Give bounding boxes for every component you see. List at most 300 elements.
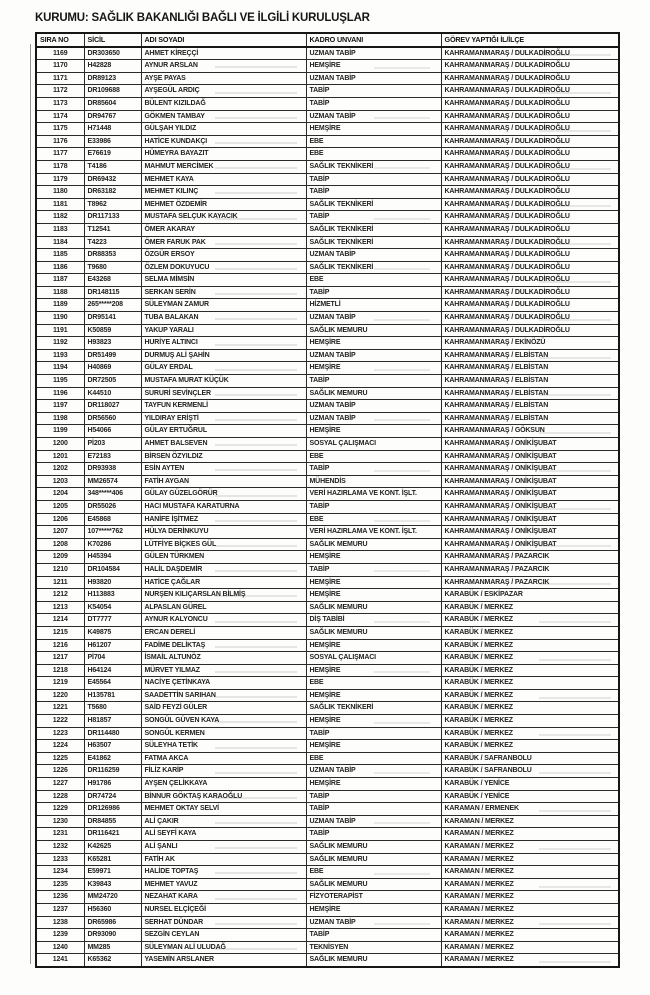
cell-adi-soyadi: YAKUP YARALI xyxy=(141,324,306,337)
cell-sicil: Pİ203 xyxy=(84,438,141,451)
cell-gorev-il-ilce: KAHRAMANMARAŞ / DULKADİROĞLU xyxy=(441,135,619,148)
table-row xyxy=(36,135,619,148)
cell-sicil: E45868 xyxy=(84,513,141,526)
cell-gorev-il-ilce: KAHRAMANMARAŞ / ELBİSTAN xyxy=(441,400,619,413)
cell-sicil: H113883 xyxy=(84,589,141,602)
cell-adi-soyadi: GÖKMEN TAMBAY xyxy=(141,110,306,123)
cell-gorev-il-ilce: KARAMAN / MERKEZ xyxy=(441,954,619,967)
cell-sira-no: 1209 xyxy=(36,551,84,564)
cell-adi-soyadi: SÜLEYHA TETİK xyxy=(141,740,306,753)
cell-gorev-il-ilce: KARABÜK / MERKEZ xyxy=(441,601,619,614)
table-row xyxy=(36,639,619,652)
cell-adi-soyadi: MUSTAFA SELÇUK KAYACIK xyxy=(141,211,306,224)
cell-kadro-unvani: TABİP xyxy=(306,97,441,110)
table-row xyxy=(36,853,619,866)
cell-kadro-unvani: HEMŞİRE xyxy=(306,589,441,602)
cell-adi-soyadi: AHMET KİREÇÇİ xyxy=(141,47,306,60)
cell-adi-soyadi: SERHAT DÜNDAR xyxy=(141,916,306,929)
cell-gorev-il-ilce: KARABÜK / MERKEZ xyxy=(441,626,619,639)
cell-gorev-il-ilce: KARAMAN / ERMENEK xyxy=(441,803,619,816)
cell-sicil: DR116259 xyxy=(84,765,141,778)
cell-sicil: DR63182 xyxy=(84,186,141,199)
cell-gorev-il-ilce: KAHRAMANMARAŞ / DULKADİROĞLU xyxy=(441,286,619,299)
cell-sicil: DR88353 xyxy=(84,249,141,262)
cell-sicil: DR94767 xyxy=(84,110,141,123)
table-row xyxy=(36,765,619,778)
cell-sira-no: 1221 xyxy=(36,702,84,715)
cell-kadro-unvani: HİZMETLİ xyxy=(306,299,441,312)
cell-sira-no: 1185 xyxy=(36,249,84,262)
cell-sicil: T4186 xyxy=(84,160,141,173)
cell-gorev-il-ilce: KARABÜK / YENİCE xyxy=(441,778,619,791)
table-row xyxy=(36,261,619,274)
cell-adi-soyadi: GÜLAY ERDAL xyxy=(141,362,306,375)
cell-sira-no: 1192 xyxy=(36,337,84,350)
cell-gorev-il-ilce: KARABÜK / MERKEZ xyxy=(441,715,619,728)
table-row xyxy=(36,815,619,828)
table-row xyxy=(36,186,619,199)
table-row xyxy=(36,866,619,879)
cell-kadro-unvani: UZMAN TABİP xyxy=(306,312,441,325)
cell-kadro-unvani: HEMŞİRE xyxy=(306,639,441,652)
cell-adi-soyadi: HALİL DAŞDEMİR xyxy=(141,563,306,576)
cell-kadro-unvani: EBE xyxy=(306,866,441,879)
cell-gorev-il-ilce: KAHRAMANMARAŞ / ELBİSTAN xyxy=(441,412,619,425)
table-row xyxy=(36,97,619,110)
table-row xyxy=(36,463,619,476)
cell-sira-no: 1181 xyxy=(36,198,84,211)
cell-kadro-unvani: HEMŞİRE xyxy=(306,778,441,791)
table-row xyxy=(36,664,619,677)
cell-kadro-unvani: TABİP xyxy=(306,790,441,803)
cell-adi-soyadi: GÜLEN TÜRKMEN xyxy=(141,551,306,564)
cell-adi-soyadi: MEHMET KILINÇ xyxy=(141,186,306,199)
cell-sira-no: 1241 xyxy=(36,954,84,967)
cell-gorev-il-ilce: KAHRAMANMARAŞ / DULKADİROĞLU xyxy=(441,324,619,337)
cell-kadro-unvani: SAĞLIK MEMURU xyxy=(306,538,441,551)
cell-kadro-unvani: SOSYAL ÇALIŞMACI xyxy=(306,438,441,451)
cell-gorev-il-ilce: KAHRAMANMARAŞ / DULKADİROĞLU xyxy=(441,160,619,173)
table-row xyxy=(36,551,619,564)
cell-sicil: E59971 xyxy=(84,866,141,879)
cell-kadro-unvani: TABİP xyxy=(306,463,441,476)
cell-sira-no: 1184 xyxy=(36,236,84,249)
cell-adi-soyadi: NACİYE ÇETİNKAYA xyxy=(141,677,306,690)
cell-gorev-il-ilce: KARAMAN / MERKEZ xyxy=(441,866,619,879)
cell-sicil: DR303650 xyxy=(84,47,141,60)
cell-sicil: DR69432 xyxy=(84,173,141,186)
cell-sicil: K54054 xyxy=(84,601,141,614)
cell-sira-no: 1218 xyxy=(36,664,84,677)
cell-sira-no: 1190 xyxy=(36,312,84,325)
table-row xyxy=(36,85,619,98)
table-row xyxy=(36,903,619,916)
cell-sira-no: 1204 xyxy=(36,488,84,501)
cell-kadro-unvani: UZMAN TABİP xyxy=(306,110,441,123)
cell-gorev-il-ilce: KAHRAMANMARAŞ / DULKADİROĞLU xyxy=(441,249,619,262)
cell-sira-no: 1171 xyxy=(36,72,84,85)
cell-adi-soyadi: TUBA BALAKAN xyxy=(141,312,306,325)
cell-sira-no: 1234 xyxy=(36,866,84,879)
cell-gorev-il-ilce: KARAMAN / MERKEZ xyxy=(441,891,619,904)
cell-sira-no: 1178 xyxy=(36,160,84,173)
cell-sira-no: 1186 xyxy=(36,261,84,274)
cell-kadro-unvani: UZMAN TABİP xyxy=(306,916,441,929)
table-body xyxy=(36,47,619,967)
cell-sicil: H93823 xyxy=(84,337,141,350)
cell-gorev-il-ilce: KARABÜK / SAFRANBOLU xyxy=(441,752,619,765)
cell-adi-soyadi: SAADETTİN SARIHAN xyxy=(141,689,306,702)
cell-sira-no: 1229 xyxy=(36,803,84,816)
cell-kadro-unvani: SAĞLIK TEKNİKERİ xyxy=(306,261,441,274)
table-row xyxy=(36,929,619,942)
cell-gorev-il-ilce: KAHRAMANMARAŞ / ONİKİŞUBAT xyxy=(441,488,619,501)
cell-sicil: DR95141 xyxy=(84,312,141,325)
cell-sira-no: 1187 xyxy=(36,274,84,287)
cell-kadro-unvani: TABİP xyxy=(306,828,441,841)
cell-kadro-unvani: SAĞLIK MEMURU xyxy=(306,841,441,854)
cell-gorev-il-ilce: KARABÜK / MERKEZ xyxy=(441,614,619,627)
cell-gorev-il-ilce: KAHRAMANMARAŞ / PAZARCIK xyxy=(441,551,619,564)
cell-kadro-unvani: HEMŞİRE xyxy=(306,903,441,916)
cell-sicil: DR85604 xyxy=(84,97,141,110)
table-row xyxy=(36,878,619,891)
cell-gorev-il-ilce: KARAMAN / MERKEZ xyxy=(441,878,619,891)
cell-gorev-il-ilce: KAHRAMANMARAŞ / DULKADİROĞLU xyxy=(441,274,619,287)
cell-kadro-unvani: EBE xyxy=(306,274,441,287)
cell-gorev-il-ilce: KARABÜK / MERKEZ xyxy=(441,689,619,702)
cell-gorev-il-ilce: KARAMAN / MERKEZ xyxy=(441,916,619,929)
cell-sira-no: 1176 xyxy=(36,135,84,148)
cell-gorev-il-ilce: KAHRAMANMARAŞ / DULKADİROĞLU xyxy=(441,123,619,136)
cell-gorev-il-ilce: KAHRAMANMARAŞ / DULKADİROĞLU xyxy=(441,148,619,161)
cell-sicil: H81857 xyxy=(84,715,141,728)
cell-sira-no: 1179 xyxy=(36,173,84,186)
cell-kadro-unvani: SAĞLIK MEMURU xyxy=(306,387,441,400)
cell-sira-no: 1230 xyxy=(36,815,84,828)
table-row xyxy=(36,375,619,388)
table-row xyxy=(36,72,619,85)
cell-sicil: MM285 xyxy=(84,941,141,954)
cell-adi-soyadi: NURŞEN KILIÇARSLAN BİLMİŞ xyxy=(141,589,306,602)
cell-sicil: K65362 xyxy=(84,954,141,967)
column-header-gorev-il-ilce: GÖREV YAPTIĞI İL/İLÇE xyxy=(441,33,619,47)
cell-adi-soyadi: GÜLAY GÜZELGÖRÜR xyxy=(141,488,306,501)
cell-kadro-unvani: TABİP xyxy=(306,286,441,299)
table-row xyxy=(36,198,619,211)
cell-kadro-unvani: HEMŞİRE xyxy=(306,425,441,438)
cell-sicil: DR51499 xyxy=(84,349,141,362)
cell-sicil: T12541 xyxy=(84,223,141,236)
cell-adi-soyadi: SELMA MİMSİN xyxy=(141,274,306,287)
cell-gorev-il-ilce: KAHRAMANMARAŞ / ONİKİŞUBAT xyxy=(441,500,619,513)
table-row xyxy=(36,337,619,350)
table-row xyxy=(36,614,619,627)
table-row xyxy=(36,790,619,803)
cell-kadro-unvani: SAĞLIK TEKNİKERİ xyxy=(306,198,441,211)
cell-gorev-il-ilce: KAHRAMANMARAŞ / DULKADİROĞLU xyxy=(441,312,619,325)
cell-kadro-unvani: SAĞLIK TEKNİKERİ xyxy=(306,702,441,715)
cell-sicil: H135781 xyxy=(84,689,141,702)
cell-sira-no: 1170 xyxy=(36,60,84,73)
cell-gorev-il-ilce: KAHRAMANMARAŞ / ONİKİŞUBAT xyxy=(441,438,619,451)
cell-adi-soyadi: DURMUŞ ALİ ŞAHİN xyxy=(141,349,306,362)
cell-gorev-il-ilce: KAHRAMANMARAŞ / ONİKİŞUBAT xyxy=(441,450,619,463)
cell-kadro-unvani: HEMŞİRE xyxy=(306,551,441,564)
cell-sicil: DR65986 xyxy=(84,916,141,929)
cell-kadro-unvani: EBE xyxy=(306,677,441,690)
cell-sira-no: 1200 xyxy=(36,438,84,451)
cell-sicil: DR126986 xyxy=(84,803,141,816)
cell-gorev-il-ilce: KAHRAMANMARAŞ / ELBİSTAN xyxy=(441,349,619,362)
cell-sicil: DR93938 xyxy=(84,463,141,476)
table-row xyxy=(36,438,619,451)
table-row xyxy=(36,60,619,73)
cell-gorev-il-ilce: KARAMAN / MERKEZ xyxy=(441,841,619,854)
cell-kadro-unvani: VERİ HAZIRLAMA VE KONT. İŞLT. xyxy=(306,526,441,539)
personnel-table xyxy=(35,32,620,968)
cell-adi-soyadi: GÜLŞAH YILDIZ xyxy=(141,123,306,136)
cell-gorev-il-ilce: KAHRAMANMARAŞ / DULKADİROĞLU xyxy=(441,236,619,249)
cell-gorev-il-ilce: KAHRAMANMARAŞ / EKİNÖZÜ xyxy=(441,337,619,350)
cell-adi-soyadi: ALİ SEYFİ KAYA xyxy=(141,828,306,841)
cell-sira-no: 1231 xyxy=(36,828,84,841)
cell-sira-no: 1228 xyxy=(36,790,84,803)
table-row xyxy=(36,249,619,262)
cell-sira-no: 1226 xyxy=(36,765,84,778)
cell-sicil: 348*****406 xyxy=(84,488,141,501)
cell-sicil: MM24720 xyxy=(84,891,141,904)
cell-sicil: T4223 xyxy=(84,236,141,249)
cell-sicil: DR72505 xyxy=(84,375,141,388)
cell-sicil: E41862 xyxy=(84,752,141,765)
cell-kadro-unvani: SAĞLIK TEKNİKERİ xyxy=(306,236,441,249)
cell-gorev-il-ilce: KARABÜK / MERKEZ xyxy=(441,727,619,740)
cell-adi-soyadi: ALPASLAN GÜREL xyxy=(141,601,306,614)
cell-adi-soyadi: TAYFUN KERMENLİ xyxy=(141,400,306,413)
cell-gorev-il-ilce: KAHRAMANMARAŞ / DULKADİROĞLU xyxy=(441,97,619,110)
cell-sicil: H54066 xyxy=(84,425,141,438)
table-row xyxy=(36,778,619,791)
cell-adi-soyadi: SEZGİN CEYLAN xyxy=(141,929,306,942)
cell-sira-no: 1175 xyxy=(36,123,84,136)
table-row xyxy=(36,576,619,589)
cell-sicil: E76619 xyxy=(84,148,141,161)
cell-sira-no: 1196 xyxy=(36,387,84,400)
cell-gorev-il-ilce: KAHRAMANMARAŞ / DULKADİROĞLU xyxy=(441,47,619,60)
cell-kadro-unvani: HEMŞİRE xyxy=(306,664,441,677)
table-row xyxy=(36,173,619,186)
cell-sira-no: 1211 xyxy=(36,576,84,589)
cell-adi-soyadi: MEHMET YAVUZ xyxy=(141,878,306,891)
cell-kadro-unvani: UZMAN TABİP xyxy=(306,765,441,778)
cell-kadro-unvani: HEMŞİRE xyxy=(306,60,441,73)
cell-adi-soyadi: BİNNUR GÖKTAŞ KARAOĞLU xyxy=(141,790,306,803)
cell-adi-soyadi: ÖMER AKARAY xyxy=(141,223,306,236)
cell-gorev-il-ilce: KAHRAMANMARAŞ / ONİKİŞUBAT xyxy=(441,463,619,476)
cell-adi-soyadi: AHMET BALSEVEN xyxy=(141,438,306,451)
cell-adi-soyadi: MEHMET KAYA xyxy=(141,173,306,186)
table-row xyxy=(36,740,619,753)
cell-sira-no: 1197 xyxy=(36,400,84,413)
cell-sira-no: 1193 xyxy=(36,349,84,362)
cell-adi-soyadi: ÖMER FARUK PAK xyxy=(141,236,306,249)
table-row xyxy=(36,324,619,337)
cell-sicil: K70286 xyxy=(84,538,141,551)
table-row xyxy=(36,828,619,841)
cell-gorev-il-ilce: KAHRAMANMARAŞ / DULKADİROĞLU xyxy=(441,261,619,274)
cell-adi-soyadi: HACI MUSTAFA KARATURNA xyxy=(141,500,306,513)
cell-gorev-il-ilce: KAHRAMANMARAŞ / DULKADİROĞLU xyxy=(441,223,619,236)
cell-kadro-unvani: UZMAN TABİP xyxy=(306,815,441,828)
cell-gorev-il-ilce: KARABÜK / MERKEZ xyxy=(441,740,619,753)
cell-gorev-il-ilce: KAHRAMANMARAŞ / ELBİSTAN xyxy=(441,362,619,375)
cell-adi-soyadi: SONGÜL KERMEN xyxy=(141,727,306,740)
cell-kadro-unvani: EBE xyxy=(306,513,441,526)
table-row xyxy=(36,475,619,488)
cell-kadro-unvani: HEMŞİRE xyxy=(306,123,441,136)
cell-kadro-unvani: TABİP xyxy=(306,803,441,816)
table-row xyxy=(36,652,619,665)
cell-kadro-unvani: UZMAN TABİP xyxy=(306,349,441,362)
table-row xyxy=(36,211,619,224)
cell-sicil: T5680 xyxy=(84,702,141,715)
cell-sicil: DR104584 xyxy=(84,563,141,576)
cell-sira-no: 1183 xyxy=(36,223,84,236)
cell-adi-soyadi: SONGÜL GÜVEN KAYA xyxy=(141,715,306,728)
cell-adi-soyadi: HÜMEYRA BAYAZIT xyxy=(141,148,306,161)
cell-gorev-il-ilce: KAHRAMANMARAŞ / DULKADİROĞLU xyxy=(441,60,619,73)
cell-sira-no: 1236 xyxy=(36,891,84,904)
cell-adi-soyadi: MAHMUT MERCİMEK xyxy=(141,160,306,173)
cell-adi-soyadi: YILDIRAY ERİŞTİ xyxy=(141,412,306,425)
cell-adi-soyadi: AYNUR ARSLAN xyxy=(141,60,306,73)
cell-adi-soyadi: ERCAN DERELİ xyxy=(141,626,306,639)
table-row xyxy=(36,123,619,136)
table-row xyxy=(36,110,619,123)
table-row xyxy=(36,312,619,325)
cell-kadro-unvani: TEKNİSYEN xyxy=(306,941,441,954)
table-row xyxy=(36,236,619,249)
cell-kadro-unvani: TABİP xyxy=(306,85,441,98)
table-row xyxy=(36,891,619,904)
cell-adi-soyadi: ESİN AYTEN xyxy=(141,463,306,476)
cell-kadro-unvani: UZMAN TABİP xyxy=(306,400,441,413)
table-row xyxy=(36,286,619,299)
cell-sira-no: 1238 xyxy=(36,916,84,929)
column-header-sira-no: SIRA NO xyxy=(36,33,84,47)
cell-gorev-il-ilce: KAHRAMANMARAŞ / DULKADİROĞLU xyxy=(441,72,619,85)
cell-gorev-il-ilce: KARAMAN / MERKEZ xyxy=(441,815,619,828)
cell-sicil: T8962 xyxy=(84,198,141,211)
cell-kadro-unvani: SAĞLIK MEMURU xyxy=(306,324,441,337)
cell-sira-no: 1224 xyxy=(36,740,84,753)
table-row xyxy=(36,274,619,287)
table-row xyxy=(36,689,619,702)
cell-sira-no: 1240 xyxy=(36,941,84,954)
cell-gorev-il-ilce: KARAMAN / MERKEZ xyxy=(441,828,619,841)
cell-adi-soyadi: HATİCE ÇAĞLAR xyxy=(141,576,306,589)
cell-sicil: 265*****208 xyxy=(84,299,141,312)
cell-adi-soyadi: SÜLEYMAN ALİ ULUDAĞ xyxy=(141,941,306,954)
cell-sicil: DR84855 xyxy=(84,815,141,828)
cell-adi-soyadi: ALİ ÇAKIR xyxy=(141,815,306,828)
cell-adi-soyadi: MÜRVET YILMAZ xyxy=(141,664,306,677)
cell-sicil: 107*****762 xyxy=(84,526,141,539)
cell-sicil: E45564 xyxy=(84,677,141,690)
table-row xyxy=(36,526,619,539)
cell-sira-no: 1206 xyxy=(36,513,84,526)
cell-sira-no: 1214 xyxy=(36,614,84,627)
cell-sira-no: 1173 xyxy=(36,97,84,110)
cell-sira-no: 1222 xyxy=(36,715,84,728)
cell-adi-soyadi: SÜLEYMAN ZAMUR xyxy=(141,299,306,312)
table-row xyxy=(36,941,619,954)
cell-kadro-unvani: VERİ HAZIRLAMA VE KONT. İŞLT. xyxy=(306,488,441,501)
column-header-adi-soyadi: ADI SOYADI xyxy=(141,33,306,47)
table-row xyxy=(36,752,619,765)
cell-adi-soyadi: HATİCE KUNDAKÇI xyxy=(141,135,306,148)
cell-kadro-unvani: HEMŞİRE xyxy=(306,715,441,728)
cell-adi-soyadi: ÖZLEM DOKUYUCU xyxy=(141,261,306,274)
cell-kadro-unvani: UZMAN TABİP xyxy=(306,47,441,60)
cell-sicil: DR93090 xyxy=(84,929,141,942)
table-row xyxy=(36,803,619,816)
table-row xyxy=(36,601,619,614)
cell-gorev-il-ilce: KAHRAMANMARAŞ / ELBİSTAN xyxy=(441,375,619,388)
document-title: KURUMU: SAĞLIK BAKANLIĞI BAĞLI VE İLGİLİ KURULUŞLAR xyxy=(35,12,370,24)
cell-sicil: DR109688 xyxy=(84,85,141,98)
cell-kadro-unvani: TABİP xyxy=(306,186,441,199)
cell-adi-soyadi: GÜLAY ERTUĞRUL xyxy=(141,425,306,438)
cell-adi-soyadi: FATMA AKCA xyxy=(141,752,306,765)
table-row xyxy=(36,500,619,513)
cell-sicil: H45394 xyxy=(84,551,141,564)
cell-sira-no: 1199 xyxy=(36,425,84,438)
table-row xyxy=(36,626,619,639)
cell-gorev-il-ilce: KARAMAN / MERKEZ xyxy=(441,903,619,916)
cell-kadro-unvani: HEMŞİRE xyxy=(306,689,441,702)
cell-sira-no: 1216 xyxy=(36,639,84,652)
cell-adi-soyadi: BÜLENT KIZILDAĞ xyxy=(141,97,306,110)
cell-gorev-il-ilce: KARABÜK / YENİCE xyxy=(441,790,619,803)
cell-gorev-il-ilce: KAHRAMANMARAŞ / ONİKİŞUBAT xyxy=(441,526,619,539)
table-row xyxy=(36,677,619,690)
cell-kadro-unvani: TABİP xyxy=(306,929,441,942)
cell-adi-soyadi: MEHMET OKTAY SELVİ xyxy=(141,803,306,816)
cell-sira-no: 1223 xyxy=(36,727,84,740)
cell-kadro-unvani: TABİP xyxy=(306,727,441,740)
cell-adi-soyadi: AYŞE PAYAS xyxy=(141,72,306,85)
cell-adi-soyadi: AYŞEN ÇELİKKAYA xyxy=(141,778,306,791)
cell-sira-no: 1191 xyxy=(36,324,84,337)
cell-sira-no: 1232 xyxy=(36,841,84,854)
cell-gorev-il-ilce: KAHRAMANMARAŞ / DULKADİROĞLU xyxy=(441,173,619,186)
cell-sicil: K44510 xyxy=(84,387,141,400)
cell-sicil: H42828 xyxy=(84,60,141,73)
table-row xyxy=(36,425,619,438)
table-row xyxy=(36,412,619,425)
cell-kadro-unvani: SAĞLIK MEMURU xyxy=(306,954,441,967)
cell-gorev-il-ilce: KAHRAMANMARAŞ / GÖKSUN xyxy=(441,425,619,438)
cell-sira-no: 1215 xyxy=(36,626,84,639)
cell-sicil: K42625 xyxy=(84,841,141,854)
table-header-row xyxy=(36,33,619,47)
cell-sira-no: 1208 xyxy=(36,538,84,551)
cell-kadro-unvani: HEMŞİRE xyxy=(306,740,441,753)
cell-sicil: DR56560 xyxy=(84,412,141,425)
cell-sira-no: 1220 xyxy=(36,689,84,702)
